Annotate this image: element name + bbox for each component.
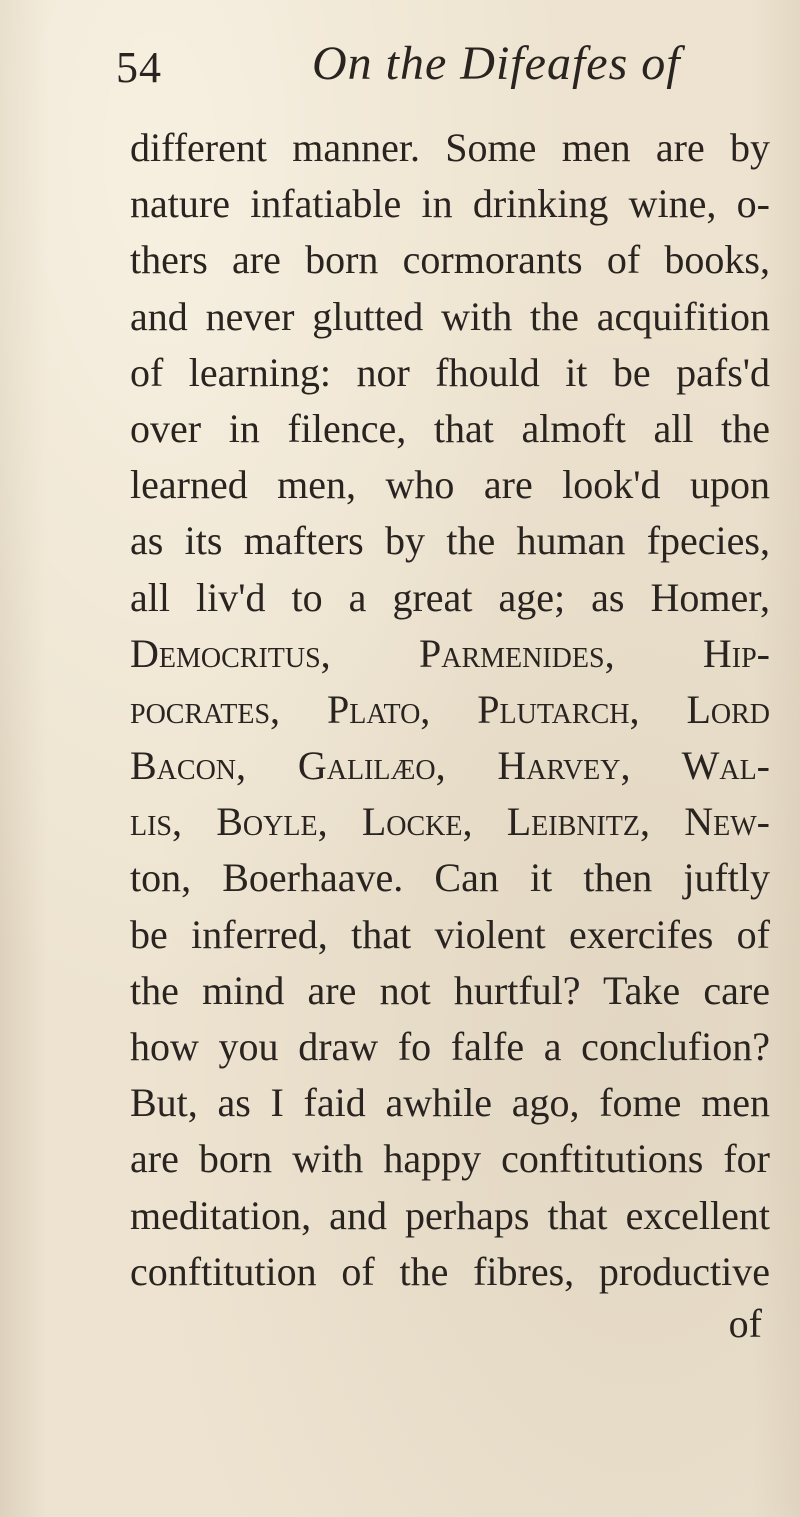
text-line: and never glutted with the acquifition [130,293,770,339]
text-line: are born with happy conftitutions for [130,1136,770,1182]
text-line: the mind are not hurtful? Take care [130,967,770,1013]
text-line: how you draw fo falfe a conclufion? [130,1024,770,1069]
text-line: different manner. Some men are by [130,125,770,170]
text-line-names: Democritus, Parmenides, Hip- [130,630,770,676]
running-title: On the Difeafes of [312,37,681,90]
text-line: be inferred, that violent exercifes of [130,911,770,957]
text-line-names: lis, Boyle, Locke, Leibnitz, New- [130,799,770,845]
text-line: of learning: nor fhould it be pafs'd [130,349,770,395]
text-line: thers are born cormorants of books, [130,237,770,283]
running-head [116,37,756,112]
text-line: over in filence, that almoft all the [130,405,770,451]
text-line: learned men, who are look'd upon [130,462,770,508]
text-line: all liv'd to a great age; as Homer, [130,574,770,620]
text-line: But, as I faid awhile ago, fome men [130,1080,770,1126]
text-line: ton, Boerhaave. Can it then juftly [130,855,770,901]
page-number: 54 [116,43,162,92]
text-line-names: pocrates, Plato, Plutarch, Lord [130,686,770,732]
text-line: meditation, and perhaps that excellent [130,1192,770,1238]
body-text [130,120,770,1347]
text-line-names: Bacon, Galilæo, Harvey, Wal- [130,743,770,789]
text-line: nature infatiable in drinking wine, o- [130,181,770,227]
text-line: conftitution of the fibres, productive [130,1248,770,1294]
text-line: as its mafters by the human fpecies, [130,518,770,564]
catchword: of [728,1300,762,1346]
